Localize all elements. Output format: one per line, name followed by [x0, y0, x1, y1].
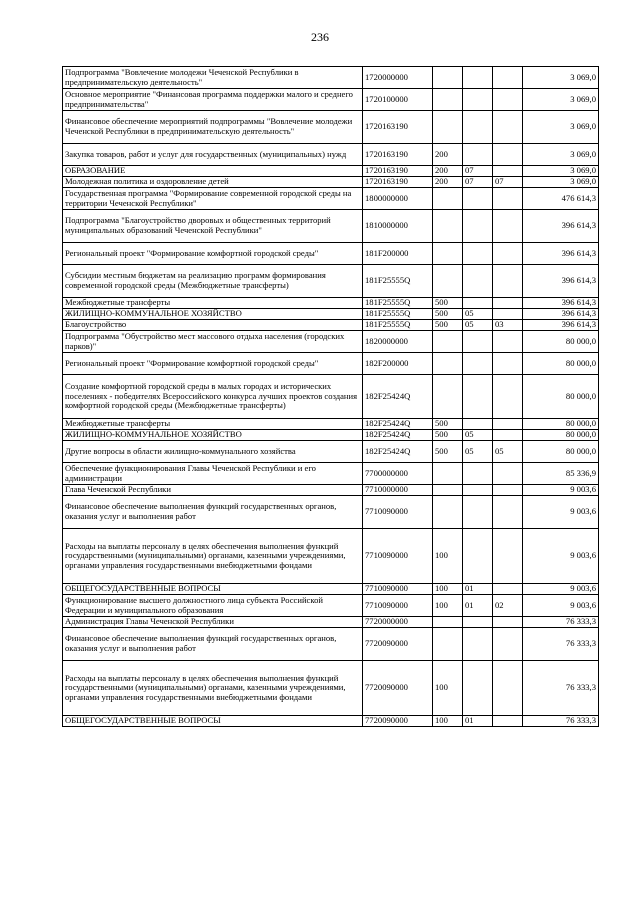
table-row — [63, 617, 599, 628]
row-expense-type — [433, 485, 463, 496]
row-expense-type — [433, 111, 463, 144]
row-expense-type — [433, 617, 463, 628]
table-row — [63, 529, 599, 584]
row-amount: 80 000,0 — [523, 331, 599, 353]
row-amount: 80 000,0 — [523, 419, 599, 430]
table-row — [63, 419, 599, 430]
row-section — [463, 111, 493, 144]
row-section — [463, 188, 493, 210]
row-section — [463, 331, 493, 353]
row-subsection — [493, 485, 523, 496]
row-target-code: 7710090000 — [363, 584, 433, 595]
row-target-code: 7710090000 — [363, 529, 433, 584]
row-section — [463, 210, 493, 243]
row-subsection — [493, 353, 523, 375]
row-target-code: 7720000000 — [363, 617, 433, 628]
row-amount: 396 614,3 — [523, 210, 599, 243]
row-target-code: 182F25424Q — [363, 441, 433, 463]
row-section: 01 — [463, 716, 493, 727]
row-amount: 76 333,3 — [523, 617, 599, 628]
row-name: Финансовое обеспечение выполнения функций государственных органов, оказания услуг и выполнения работ — [63, 628, 363, 661]
row-subsection: 02 — [493, 595, 523, 617]
row-section: 07 — [463, 166, 493, 177]
row-expense-type: 100 — [433, 595, 463, 617]
row-expense-type — [433, 496, 463, 529]
row-subsection — [493, 210, 523, 243]
row-name: Функционирование высшего должностного лица субъекта Российской Федерации и муниципального образования — [63, 595, 363, 617]
row-name: Благоустройство — [63, 320, 363, 331]
row-target-code: 1720163190 — [363, 166, 433, 177]
table-row — [63, 144, 599, 166]
row-amount: 9 003,6 — [523, 584, 599, 595]
row-expense-type — [433, 89, 463, 111]
row-name: Закупка товаров, работ и услуг для государственных (муниципальных) нужд — [63, 144, 363, 166]
row-subsection — [493, 463, 523, 485]
row-section — [463, 375, 493, 419]
row-name: Администрация Главы Чеченской Республики — [63, 617, 363, 628]
row-expense-type: 500 — [433, 309, 463, 320]
row-amount: 76 333,3 — [523, 628, 599, 661]
row-expense-type — [433, 210, 463, 243]
row-target-code: 1720000000 — [363, 67, 433, 89]
row-name: Региональный проект "Формирование комфортной городской среды" — [63, 243, 363, 265]
table-row — [63, 331, 599, 353]
row-subsection — [493, 188, 523, 210]
row-amount: 3 069,0 — [523, 111, 599, 144]
row-section — [463, 628, 493, 661]
row-section — [463, 144, 493, 166]
row-target-code: 182F25424Q — [363, 375, 433, 419]
row-expense-type: 500 — [433, 419, 463, 430]
table-row — [63, 243, 599, 265]
row-subsection — [493, 144, 523, 166]
row-target-code: 181F25555Q — [363, 298, 433, 309]
row-subsection — [493, 628, 523, 661]
row-expense-type — [433, 463, 463, 485]
table-row — [63, 298, 599, 309]
row-target-code: 181F25555Q — [363, 309, 433, 320]
table-row — [63, 177, 599, 188]
row-expense-type — [433, 265, 463, 298]
row-expense-type — [433, 188, 463, 210]
table-row — [63, 375, 599, 419]
row-amount: 476 614,3 — [523, 188, 599, 210]
table-row — [63, 496, 599, 529]
row-expense-type: 500 — [433, 430, 463, 441]
row-expense-type — [433, 353, 463, 375]
row-target-code: 182F25424Q — [363, 419, 433, 430]
row-section — [463, 353, 493, 375]
row-name: Подпрограмма "Вовлечение молодежи Чеченской Республики в предпринимательскую деятельность" — [63, 67, 363, 89]
row-section — [463, 243, 493, 265]
row-section: 01 — [463, 584, 493, 595]
row-target-code: 1820000000 — [363, 331, 433, 353]
row-subsection — [493, 331, 523, 353]
row-subsection — [493, 584, 523, 595]
row-name: Основное мероприятие "Финансовая программа поддержки малого и среднего предпринимательства" — [63, 89, 363, 111]
table-row — [63, 463, 599, 485]
row-subsection — [493, 375, 523, 419]
table-row — [63, 430, 599, 441]
table-row — [63, 595, 599, 617]
row-amount: 80 000,0 — [523, 353, 599, 375]
row-expense-type: 100 — [433, 529, 463, 584]
row-amount: 396 614,3 — [523, 320, 599, 331]
row-subsection — [493, 67, 523, 89]
row-expense-type: 100 — [433, 584, 463, 595]
row-amount: 3 069,0 — [523, 89, 599, 111]
row-amount: 80 000,0 — [523, 441, 599, 463]
row-target-code: 1720163190 — [363, 177, 433, 188]
table-row — [63, 716, 599, 727]
row-name: Региональный проект "Формирование комфортной городской среды" — [63, 353, 363, 375]
row-section — [463, 298, 493, 309]
table-row — [63, 265, 599, 298]
row-name: Субсидии местным бюджетам на реализацию программ формирования современной городской среды (Межбюджетные трансферты) — [63, 265, 363, 298]
table-row — [63, 661, 599, 716]
row-expense-type — [433, 331, 463, 353]
row-expense-type: 200 — [433, 177, 463, 188]
row-expense-type: 100 — [433, 661, 463, 716]
row-amount: 9 003,6 — [523, 595, 599, 617]
row-name: ОБЩЕГОСУДАРСТВЕННЫЕ ВОПРОСЫ — [63, 716, 363, 727]
table-row — [63, 67, 599, 89]
row-amount: 396 614,3 — [523, 298, 599, 309]
row-expense-type — [433, 375, 463, 419]
row-name: Межбюджетные трансферты — [63, 298, 363, 309]
row-subsection — [493, 243, 523, 265]
row-expense-type: 500 — [433, 441, 463, 463]
row-section — [463, 67, 493, 89]
row-subsection: 03 — [493, 320, 523, 331]
row-target-code: 181F25555Q — [363, 265, 433, 298]
row-name: Расходы на выплаты персоналу в целях обеспечения выполнения функций государственными (муниципальными) органами, казенными учреждениями, органами управления государственными внебюджетными фондами — [63, 661, 363, 716]
row-target-code: 1720163190 — [363, 111, 433, 144]
row-amount: 3 069,0 — [523, 67, 599, 89]
row-name: ЖИЛИЩНО-КОММУНАЛЬНОЕ ХОЗЯЙСТВО — [63, 430, 363, 441]
row-section — [463, 496, 493, 529]
budget-table — [62, 66, 599, 727]
row-amount: 3 069,0 — [523, 177, 599, 188]
row-subsection: 07 — [493, 177, 523, 188]
row-section — [463, 485, 493, 496]
table-row — [63, 111, 599, 144]
row-target-code: 7710090000 — [363, 496, 433, 529]
row-subsection: 05 — [493, 441, 523, 463]
row-amount: 80 000,0 — [523, 430, 599, 441]
table-row — [63, 309, 599, 320]
row-section — [463, 265, 493, 298]
row-subsection — [493, 419, 523, 430]
row-expense-type: 500 — [433, 298, 463, 309]
row-target-code: 7710090000 — [363, 595, 433, 617]
row-target-code: 181F200000 — [363, 243, 433, 265]
row-expense-type: 500 — [433, 320, 463, 331]
row-section — [463, 529, 493, 584]
page-number: 236 — [311, 30, 329, 44]
row-name: Молодежная политика и оздоровление детей — [63, 177, 363, 188]
row-target-code: 7710000000 — [363, 485, 433, 496]
row-target-code: 1810000000 — [363, 210, 433, 243]
row-amount: 396 614,3 — [523, 309, 599, 320]
row-amount: 9 003,6 — [523, 529, 599, 584]
row-subsection — [493, 529, 523, 584]
row-target-code: 7720090000 — [363, 628, 433, 661]
row-amount: 3 069,0 — [523, 166, 599, 177]
row-name: Государственная программа "Формирование современной городской среды на территории Чеченской Республики" — [63, 188, 363, 210]
row-name: ЖИЛИЩНО-КОММУНАЛЬНОЕ ХОЗЯЙСТВО — [63, 309, 363, 320]
table-row — [63, 320, 599, 331]
row-name: Обеспечение функционирования Главы Чеченской Республики и его администрации — [63, 463, 363, 485]
table-row — [63, 628, 599, 661]
row-amount: 9 003,6 — [523, 496, 599, 529]
row-section — [463, 89, 493, 111]
row-section — [463, 463, 493, 485]
row-section — [463, 661, 493, 716]
row-section: 05 — [463, 430, 493, 441]
row-subsection — [493, 430, 523, 441]
row-target-code: 7700000000 — [363, 463, 433, 485]
table-row — [63, 89, 599, 111]
row-name: Создание комфортной городской среды в малых городах и исторических поселениях - победителях Всероссийского конкурса лучших проектов создания комфортной городской среды (Межбюджетные трансферты) — [63, 375, 363, 419]
row-target-code: 182F25424Q — [363, 430, 433, 441]
row-name: Финансовое обеспечение выполнения функций государственных органов, оказания услуг и выполнения работ — [63, 496, 363, 529]
row-subsection — [493, 166, 523, 177]
row-section: 05 — [463, 320, 493, 331]
row-name: Межбюджетные трансферты — [63, 419, 363, 430]
table-row — [63, 188, 599, 210]
row-section: 07 — [463, 177, 493, 188]
row-section: 05 — [463, 309, 493, 320]
row-amount: 76 333,3 — [523, 716, 599, 727]
row-amount: 3 069,0 — [523, 144, 599, 166]
row-name: ОБЩЕГОСУДАРСТВЕННЫЕ ВОПРОСЫ — [63, 584, 363, 595]
table-row — [63, 210, 599, 243]
row-amount: 396 614,3 — [523, 265, 599, 298]
row-section — [463, 617, 493, 628]
row-name: Подпрограмма "Обустройство мест массового отдыха населения (городских парков)" — [63, 331, 363, 353]
row-amount: 9 003,6 — [523, 485, 599, 496]
row-expense-type: 100 — [433, 716, 463, 727]
row-target-code: 7720090000 — [363, 716, 433, 727]
table-row — [63, 353, 599, 375]
row-subsection — [493, 111, 523, 144]
row-expense-type — [433, 67, 463, 89]
row-amount: 76 333,3 — [523, 661, 599, 716]
row-expense-type — [433, 628, 463, 661]
table-row — [63, 485, 599, 496]
row-subsection — [493, 716, 523, 727]
row-target-code: 7720090000 — [363, 661, 433, 716]
row-subsection — [493, 265, 523, 298]
row-subsection — [493, 496, 523, 529]
row-expense-type: 200 — [433, 166, 463, 177]
row-name: ОБРАЗОВАНИЕ — [63, 166, 363, 177]
row-expense-type — [433, 243, 463, 265]
table-row — [63, 441, 599, 463]
row-amount: 80 000,0 — [523, 375, 599, 419]
row-name: Глава Чеченской Республики — [63, 485, 363, 496]
row-section: 01 — [463, 595, 493, 617]
table-row — [63, 584, 599, 595]
row-target-code: 1720163190 — [363, 144, 433, 166]
row-name: Подпрограмма "Благоустройство дворовых и общественных территорий муниципальных образований Чеченской Республики" — [63, 210, 363, 243]
row-name: Расходы на выплаты персоналу в целях обеспечения выполнения функций государственными (муниципальными) органами, казенными учреждениями, органами управления государственными внебюджетными фондами — [63, 529, 363, 584]
row-name: Другие вопросы в области жилищно-коммунального хозяйства — [63, 441, 363, 463]
row-subsection — [493, 309, 523, 320]
row-subsection — [493, 661, 523, 716]
row-section: 05 — [463, 441, 493, 463]
row-subsection — [493, 89, 523, 111]
row-name: Финансовое обеспечение мероприятий подпрограммы "Вовлечение молодежи Чеченской Республики в предпринимательскую деятельность" — [63, 111, 363, 144]
row-expense-type: 200 — [433, 144, 463, 166]
row-target-code: 181F25555Q — [363, 320, 433, 331]
row-target-code: 182F200000 — [363, 353, 433, 375]
row-amount: 85 336,9 — [523, 463, 599, 485]
row-amount: 396 614,3 — [523, 243, 599, 265]
row-target-code: 1800000000 — [363, 188, 433, 210]
row-target-code: 1720100000 — [363, 89, 433, 111]
row-subsection — [493, 617, 523, 628]
row-section — [463, 419, 493, 430]
row-subsection — [493, 298, 523, 309]
table-row — [63, 166, 599, 177]
